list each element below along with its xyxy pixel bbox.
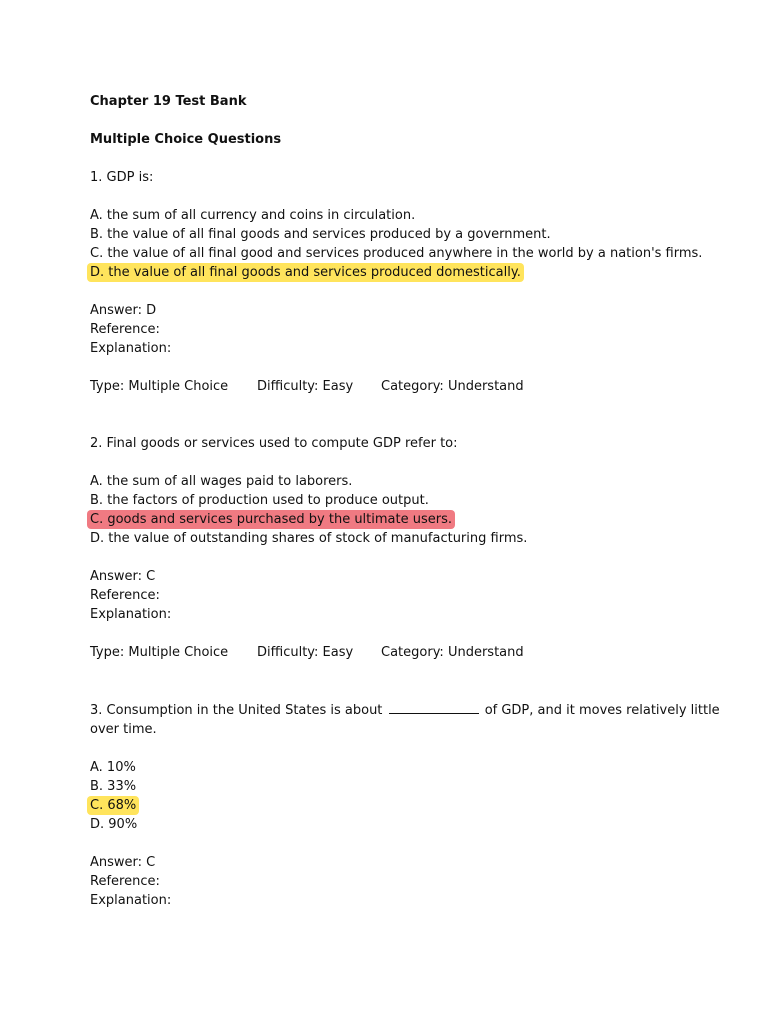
fill-in-blank bbox=[389, 700, 479, 714]
reference-line: Reference: bbox=[90, 874, 160, 889]
option-d: D. 90% bbox=[90, 817, 138, 832]
question-type: Type: Multiple Choice bbox=[90, 379, 229, 394]
question-stem: 2. Final goods or services used to compute GDP refer to: bbox=[90, 436, 458, 451]
option-d-highlighted: D. the value of all final goods and services produced domestically. bbox=[87, 263, 524, 282]
option-b: B. the factors of production used to produce output. bbox=[90, 493, 429, 508]
answer-line: Answer: C bbox=[90, 569, 156, 584]
question-difficulty: Difficulty: Easy bbox=[257, 645, 354, 660]
reference-line: Reference: bbox=[90, 322, 160, 337]
option-b: B. 33% bbox=[90, 779, 137, 794]
explanation-line: Explanation: bbox=[90, 893, 172, 908]
question-category: Category: Understand bbox=[381, 379, 524, 394]
question-1 bbox=[90, 168, 730, 396]
reference-line: Reference: bbox=[90, 588, 160, 603]
question-category: Category: Understand bbox=[381, 645, 524, 660]
question-stem bbox=[90, 700, 730, 739]
question-type: Type: Multiple Choice bbox=[90, 645, 229, 660]
option-a: A. the sum of all wages paid to laborers. bbox=[90, 474, 353, 489]
option-a: A. the sum of all currency and coins in circulation. bbox=[90, 208, 416, 223]
option-d: D. the value of outstanding shares of stock of manufacturing firms. bbox=[90, 531, 528, 546]
option-b: B. the value of all final goods and services produced by a government. bbox=[90, 227, 551, 242]
question-3 bbox=[90, 700, 730, 910]
explanation-line: Explanation: bbox=[90, 341, 172, 356]
option-c: C. the value of all final good and services produced anywhere in the world by a nation's firms. bbox=[90, 246, 703, 261]
answer-line: Answer: C bbox=[90, 855, 156, 870]
question-2 bbox=[90, 434, 730, 662]
test-bank-page bbox=[90, 92, 730, 910]
section-heading: Multiple Choice Questions bbox=[90, 132, 282, 147]
question-stem-before: 3. Consumption in the United States is about bbox=[90, 703, 383, 718]
option-a: A. 10% bbox=[90, 760, 136, 775]
question-meta bbox=[90, 377, 730, 396]
explanation-line: Explanation: bbox=[90, 607, 172, 622]
option-c-highlighted: C. 68% bbox=[87, 796, 139, 815]
question-stem-after: of GDP, and it moves relatively little over time. bbox=[90, 703, 720, 737]
option-c-highlighted: C. goods and services purchased by the ultimate users. bbox=[87, 510, 455, 529]
question-meta bbox=[90, 643, 730, 662]
question-stem: 1. GDP is: bbox=[90, 170, 154, 185]
document-title: Chapter 19 Test Bank bbox=[90, 94, 247, 109]
question-difficulty: Difficulty: Easy bbox=[257, 379, 354, 394]
answer-line: Answer: D bbox=[90, 303, 157, 318]
